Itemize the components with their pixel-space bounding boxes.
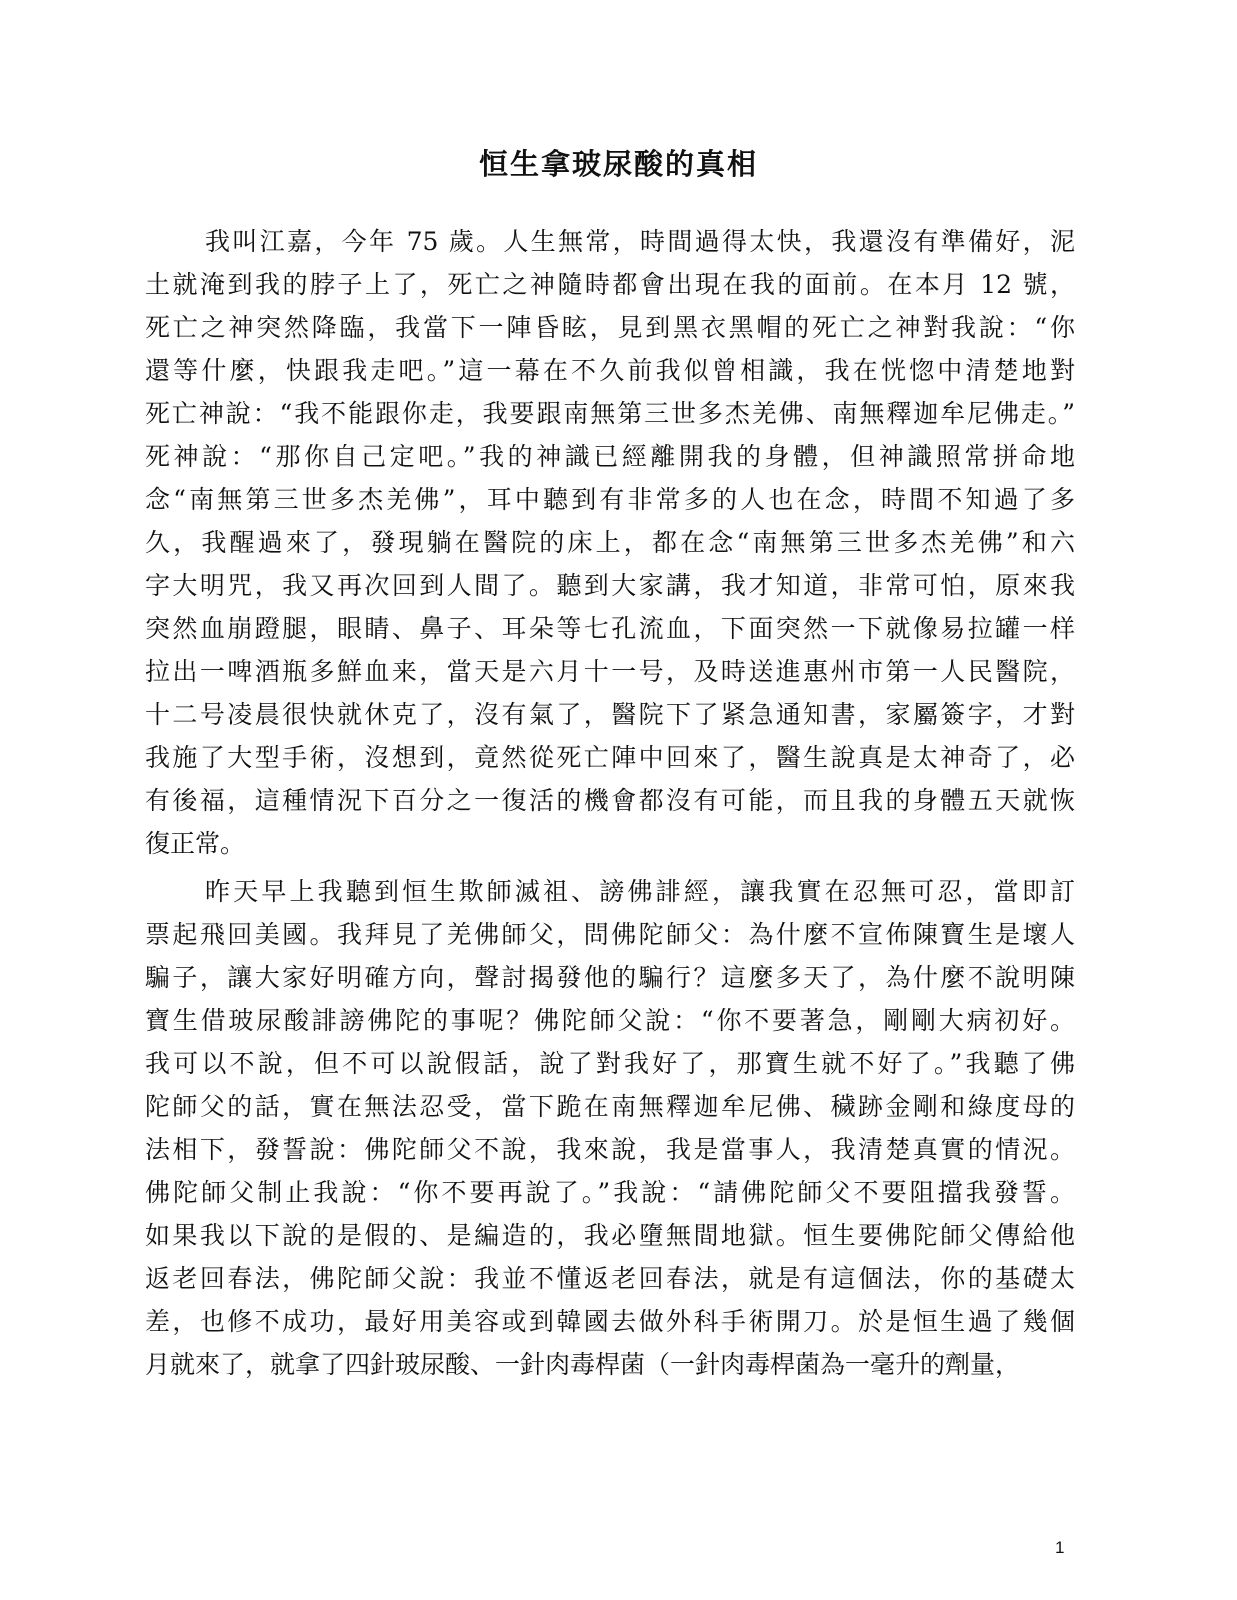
text-line: 字大明咒，我又再次回到人間了。聽到大家講，我才知道，非常可怕，原來我: [145, 571, 1075, 600]
page-number: 1: [1055, 1538, 1065, 1557]
text-line: 騙子，讓大家好明確方向，聲討揭發他的騙行？這麼多天了，為什麼不說明陳: [145, 963, 1075, 992]
text-line: 陀師父的話，實在無法忍受，當下跪在南無釋迦牟尼佛、穢跡金剛和綠度母的: [145, 1092, 1075, 1121]
text-line: 票起飛回美國。我拜見了羌佛師父，問佛陀師父：為什麼不宣佈陳寶生是壞人: [145, 920, 1075, 949]
text-line: 月就來了，就拿了四針玻尿酸、一針肉毒桿菌（一針肉毒桿菌為一毫升的劑量，: [145, 1350, 1021, 1379]
text-line: 佛陀師父制止我說：“你不要再說了。”我說：“請佛陀師父不要阻擋我發誓。: [145, 1178, 1075, 1207]
text-line: 有後福，這種情況下百分之一復活的機會都沒有可能，而且我的身體五天就恢: [145, 786, 1075, 815]
text-line: 死亡之神突然降臨，我當下一陣昏眩，見到黑衣黑帽的死亡之神對我說：“你: [145, 313, 1075, 342]
text-line: 土就淹到我的脖子上了，死亡之神隨時都會出現在我的面前。在本月 12 號，: [145, 270, 1075, 299]
text-line: 念“南無第三世多杰羌佛”，耳中聽到有非常多的人也在念，時間不知過了多: [145, 485, 1075, 514]
document-title: 恒生拿玻尿酸的真相: [478, 147, 758, 181]
text-line: 復正常。: [145, 829, 246, 858]
text-line: 突然血崩蹬腿，眼睛、鼻子、耳朵等七孔流血，下面突然一下就像易拉罐一样: [145, 614, 1075, 643]
text-line: 拉出一啤酒瓶多鮮血来，當天是六月十一号，及時送進惠州市第一人民醫院，: [145, 657, 1075, 686]
text-line: 如果我以下說的是假的、是編造的，我必墮無間地獄。恒生要佛陀師父傳給他: [145, 1221, 1075, 1250]
paragraph-2: [145, 870, 1075, 1386]
text-line: 我叫江嘉，今年 75 歲。人生無常，時間過得太快，我還沒有準備好，泥: [205, 227, 1075, 256]
text-line: 昨天早上我聽到恒生欺師滅祖、謗佛誹經，讓我實在忍無可忍，當即訂: [205, 877, 1075, 906]
text-line: 返老回春法，佛陀師父說：我並不懂返老回春法，就是有這個法，你的基礎太: [145, 1264, 1075, 1293]
text-line: 法相下，發誓說：佛陀師父不說，我來說，我是當事人，我清楚真實的情況。: [145, 1135, 1075, 1164]
text-line: 死亡神說：“我不能跟你走，我要跟南無第三世多杰羌佛、南無釋迦牟尼佛走。”: [145, 399, 1075, 428]
paragraph-1: [145, 220, 1075, 865]
text-line: 寶生借玻尿酸誹謗佛陀的事呢？佛陀師父說：“你不要著急，剛剛大病初好。: [145, 1006, 1075, 1035]
text-line: 我可以不說，但不可以說假話，說了對我好了，那寶生就不好了。”我聽了佛: [145, 1049, 1075, 1078]
text-line: 十二号凌晨很快就休克了，沒有氣了，醫院下了紧急通知書，家屬簽字，才對: [145, 700, 1075, 729]
text-line: 死神說：“那你自己定吧。”我的神識已經離開我的身體，但神識照常拼命地: [145, 442, 1075, 471]
text-line: 久，我醒過來了，發現躺在醫院的床上，都在念“南無第三世多杰羌佛”和六: [145, 528, 1075, 557]
text-line: 差，也修不成功，最好用美容或到韓國去做外科手術開刀。於是恒生過了幾個: [145, 1307, 1075, 1336]
text-line: 還等什麼，快跟我走吧。”這一幕在不久前我似曾相識，我在恍惚中清楚地對: [145, 356, 1075, 385]
document-body: [145, 220, 1075, 1391]
text-line: 我施了大型手術，沒想到，竟然從死亡陣中回來了，醫生說真是太神奇了，必: [145, 743, 1075, 772]
